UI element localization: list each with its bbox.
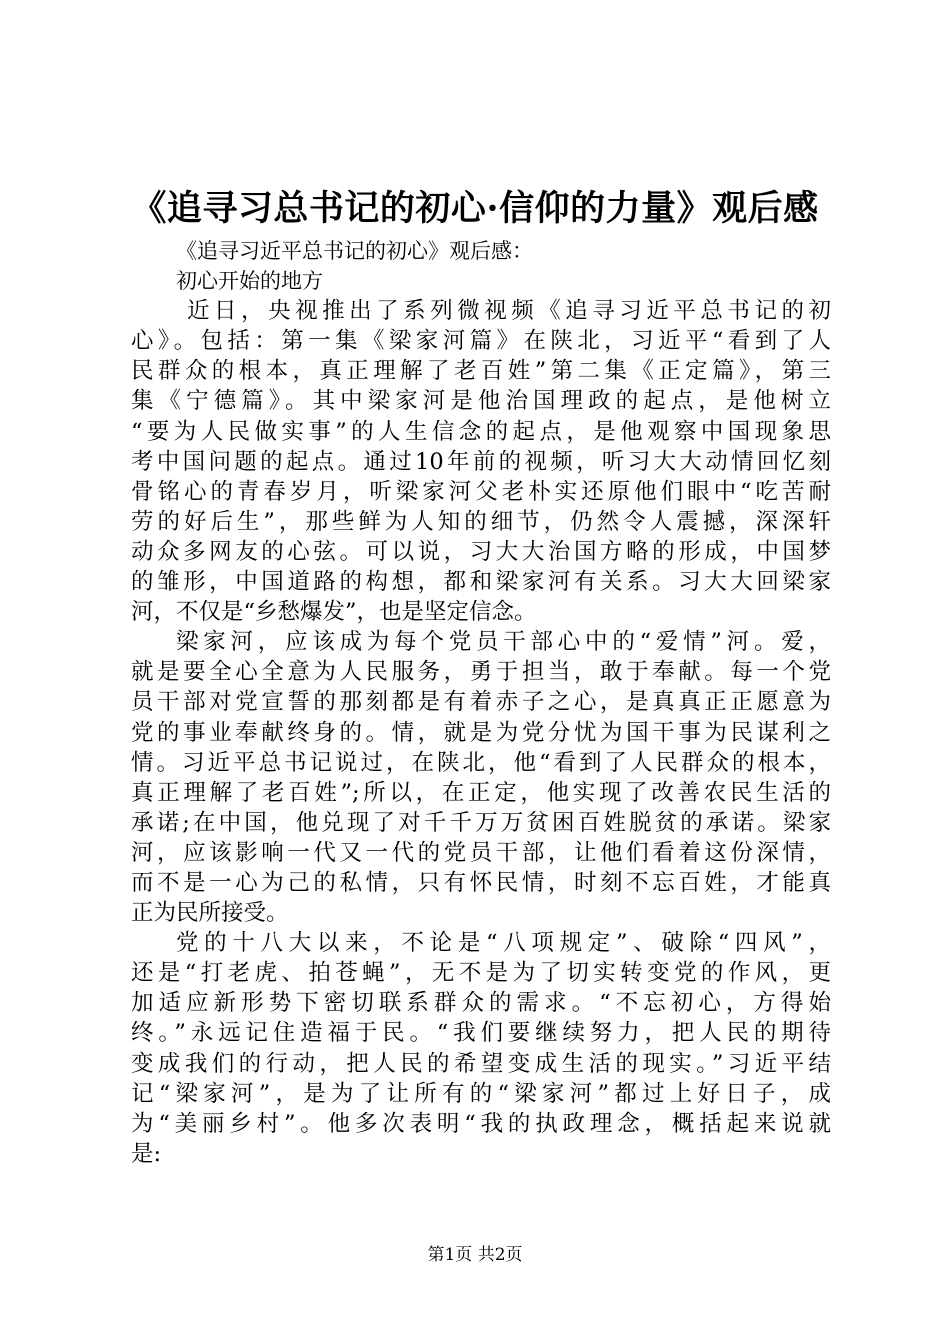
paragraph-line: 员干部对党宣誓的那刻都是有着赤子之心，是真真正正愿意为 [131,689,831,716]
paragraph-line: 劳的好后生”，那些鲜为人知的细节，仍然令人震撼，深深轩 [131,508,831,535]
paragraph-line: 党的事业奉献终身的。情，就是为党分忧为国干事为民谋利之 [131,719,831,746]
paragraph-line: 的雏形，中国道路的构想，都和梁家河有关系。习大大回梁家 [131,569,831,596]
paragraph-line: 而不是一心为己的私情，只有怀民情，时刻不忘百姓，才能真 [131,869,831,896]
paragraph-line: 变成我们的行动，把人民的希望变成生活的现实。”习近平结 [131,1050,831,1077]
paragraph-line: 就是要全心全意为人民服务，勇于担当，敢于奉献。每一个党 [131,659,831,686]
paragraph-line: 集《宁德篇》。其中梁家河是他治国理政的起点，是他树立 [131,388,831,415]
paragraph-line: 记“梁家河”，是为了让所有的“梁家河”都过上好日子，成 [131,1080,831,1107]
paragraph-line: 动众多网友的心弦。可以说，习大大治国方略的形成，中国梦 [131,538,831,565]
paragraph-line: 情。习近平总书记说过，在陕北，他“看到了人民群众的根本， [131,749,831,776]
paragraph-line: 心》。包括：第一集《梁家河篇》在陕北，习近平“看到了人 [131,328,831,355]
document-body [131,236,831,1169]
subheading: 初心开始的地方 [176,269,323,294]
paragraph-line: 党的十八大以来，不论是“八项规定”、破除“四风”， [176,930,831,957]
paragraph-line: 承诺;在中国，他兑现了对千千万万贫困百姓脱贫的承诺。梁家 [131,809,831,836]
paragraph-line: 骨铭心的青春岁月，听梁家河父老朴实还原他们眼中“吃苦耐 [131,478,831,505]
paragraph-line: 真正理解了老百姓”;所以，在正定，他实现了改善农民生活的 [131,779,831,806]
paragraph-line: 民群众的根本，真正理解了老百姓”第二集《正定篇》，第三 [131,358,831,385]
paragraph-line: 为“美丽乡村”。他多次表明“我的执政理念，概括起来说就 [131,1110,831,1137]
document-title: 《追寻习总书记的初心·信仰的力量》观后感 [131,188,819,229]
paragraph-line: 是: [131,1140,162,1167]
paragraph-line: 梁家河，应该成为每个党员干部心中的“爱情”河。爱， [176,629,831,656]
paragraph-line: 正为民所接受。 [131,900,289,927]
paragraph-line: 加适应新形势下密切联系群众的需求。“不忘初心，方得始 [131,990,831,1017]
paragraph-line: 河，不仅是“乡愁爆发”，也是坚定信念。 [131,599,537,626]
paragraph-line: 近日，央视推出了系列微视频《追寻习近平总书记的初 [187,298,831,325]
page-footer: 第1页 共2页 [427,1245,523,1265]
paragraph-line: 终。”永远记住造福于民。“我们要继续努力，把人民的期待 [131,1020,831,1047]
paragraph-line: 河，应该影响一代又一代的党员干部，让他们看着这份深情， [131,839,831,866]
subheading: 《追寻习近平总书记的初心》观后感： [176,239,533,263]
paragraph-line: 考中国问题的起点。通过10年前的视频，听习大大动情回忆刻 [131,448,831,475]
paragraph-line: 还是“打老虎、拍苍蝇”，无不是为了切实转变党的作风，更 [131,960,831,987]
paragraph-line: “要为人民做实事”的人生信念的起点，是他观察中国现象思 [131,418,831,445]
